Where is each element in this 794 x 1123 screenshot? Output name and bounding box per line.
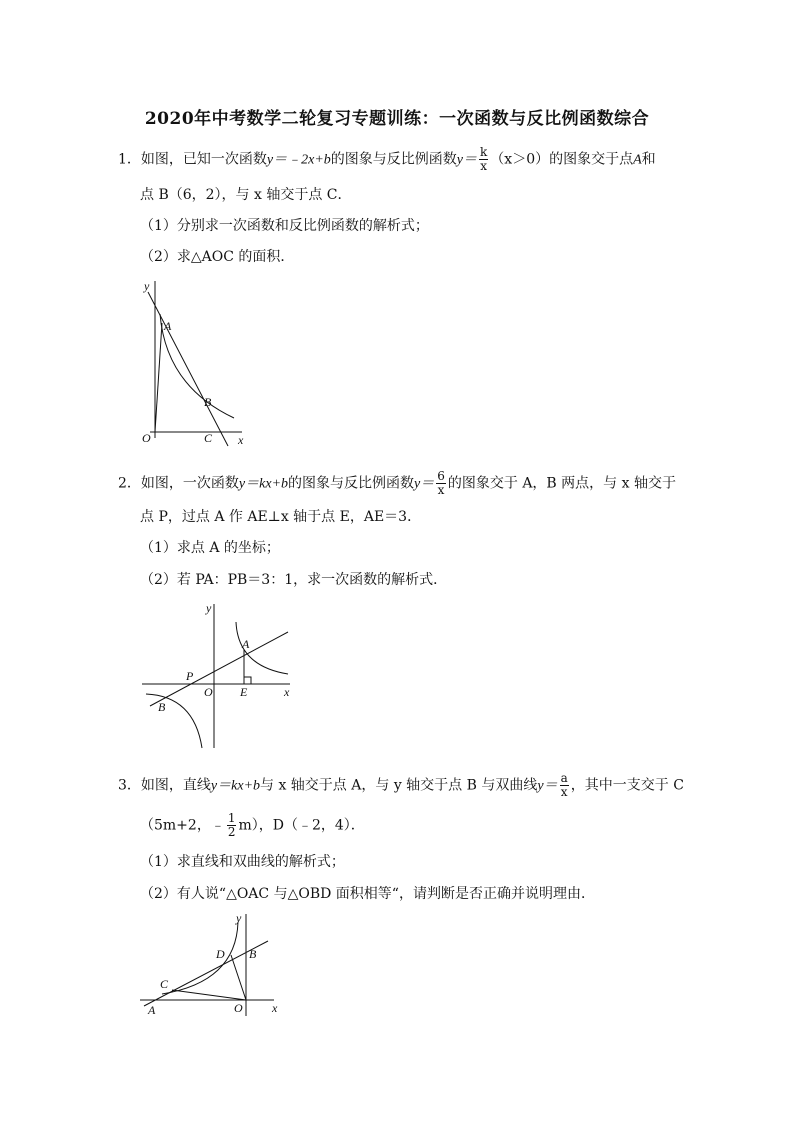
label-y: y: [206, 601, 212, 615]
problem-3-text-c: ，其中一支交于 C: [570, 777, 684, 794]
fraction-denominator: 2: [227, 825, 236, 839]
problem-2-question-1: （1）求点 A 的坐标；: [140, 540, 280, 556]
label-c: C: [160, 977, 169, 991]
label-b: B: [249, 947, 257, 961]
label-a: A: [148, 1003, 156, 1017]
problem-2-text-a: 如图，一次函数: [140, 475, 239, 492]
label-y: y: [236, 911, 242, 925]
label-o: O: [234, 1001, 243, 1015]
label-p: P: [186, 669, 194, 683]
problem-1-text-c: 的图象交于点: [549, 151, 634, 168]
problem-3-inverse-lhs: y＝: [537, 778, 558, 794]
label-o: O: [142, 431, 151, 445]
problem-3-line-1: [118, 772, 684, 799]
label-x: x: [238, 433, 244, 447]
inverse-curve-branch-2: [146, 694, 202, 748]
problem-1-figure: [130, 276, 260, 448]
page-title: 2020年中考数学二轮复习专题训练：一次函数与反比例函数综合: [144, 109, 650, 129]
label-c: C: [204, 431, 213, 445]
problem-2-linear-equation: y＝kx+b: [238, 476, 289, 492]
problem-3-number: 3．: [118, 777, 141, 794]
problem-1-question-2: （2）求△AOC 的面积．: [140, 249, 295, 265]
problem-2-question-2: （2）若 PA：PB＝3：1，求一次函数的解析式．: [140, 572, 448, 588]
problem-1-number: 1．: [118, 151, 141, 168]
problem-1-text-d: 和: [641, 151, 656, 168]
problem-2-line-1: [118, 470, 676, 497]
fraction-numerator: 1: [227, 811, 236, 825]
problem-1-point-a: A: [633, 152, 642, 168]
label-a: A: [164, 319, 172, 333]
fraction-denominator: x: [480, 159, 488, 173]
problem-1-inverse-lhs: y＝: [456, 152, 478, 168]
problem-3-text-a: 如图，直线: [140, 777, 211, 794]
problem-3-question-2: （2）有人说“△OAC 与△OBD 面积相等“，请判断是否正确并说明理由．: [140, 886, 595, 902]
problem-3-figure: [138, 908, 288, 1022]
problem-3-line-2: [140, 812, 365, 839]
linear-function-line: [150, 632, 288, 706]
fraction-numerator: 6: [437, 469, 445, 483]
fraction-denominator: x: [437, 483, 445, 497]
problem-1-question-1: （1）分别求一次函数和反比例函数的解析式；: [140, 218, 429, 234]
label-a: A: [242, 637, 250, 651]
problem-2-line-2: 点 P，过点 A 作 AE⊥x 轴于点 E，AE＝3．: [140, 509, 422, 525]
problem-3-minus-sign: ﹣: [210, 817, 225, 834]
label-b: B: [158, 700, 166, 714]
fraction-denominator: x: [560, 785, 568, 799]
segment-oc: [172, 990, 246, 1000]
label-x: x: [284, 685, 290, 699]
problem-1-condition: （x＞0）: [490, 151, 550, 168]
label-d: D: [216, 947, 225, 961]
problem-2-fraction: [436, 470, 446, 497]
problem-1-linear-equation: y＝﹣2x+b: [266, 152, 331, 168]
segment-oa: [155, 323, 162, 432]
problem-1-line-1: [118, 146, 656, 173]
problem-2-inverse-lhs: y＝: [414, 476, 435, 492]
label-x: x: [272, 1001, 278, 1015]
problem-2-figure: [138, 600, 300, 752]
problem-1-text-a: 如图，已知一次函数: [140, 151, 267, 168]
problem-2-text-c: 的图象交于 A，B 两点，与 x 轴交于: [447, 475, 676, 492]
problem-3-coord-open: （5m+2，: [140, 817, 211, 834]
problem-3-question-1: （1）求直线和双曲线的解析式；: [140, 854, 345, 870]
label-o: O: [204, 685, 213, 699]
segment-od: [231, 955, 246, 1000]
fraction-numerator: a: [560, 771, 568, 785]
label-e: E: [240, 685, 248, 699]
hyperbola-branch: [162, 922, 238, 994]
problem-2-number: 2．: [118, 475, 141, 492]
problem-1-fraction: [479, 146, 488, 173]
problem-3-coord-close: m），D（﹣2，4）．: [238, 817, 365, 834]
right-angle-mark: [244, 677, 251, 684]
problem-3-coord-fraction: [227, 812, 237, 839]
fraction-numerator: k: [480, 145, 488, 159]
problem-1-text-b: 的图象与反比例函数: [330, 151, 457, 168]
problem-1-line-2: 点 B（6，2），与 x 轴交于点 C．: [140, 187, 352, 203]
label-b: B: [204, 395, 212, 409]
problem-3-linear-equation: y＝kx+b: [210, 778, 261, 794]
problem-3-fraction: [560, 772, 569, 799]
label-y: y: [144, 279, 150, 293]
problem-3-text-b: 与 x 轴交于点 A，与 y 轴交于点 B 与双曲线: [260, 777, 538, 794]
problem-2-text-b: 的图象与反比例函数: [288, 475, 415, 492]
